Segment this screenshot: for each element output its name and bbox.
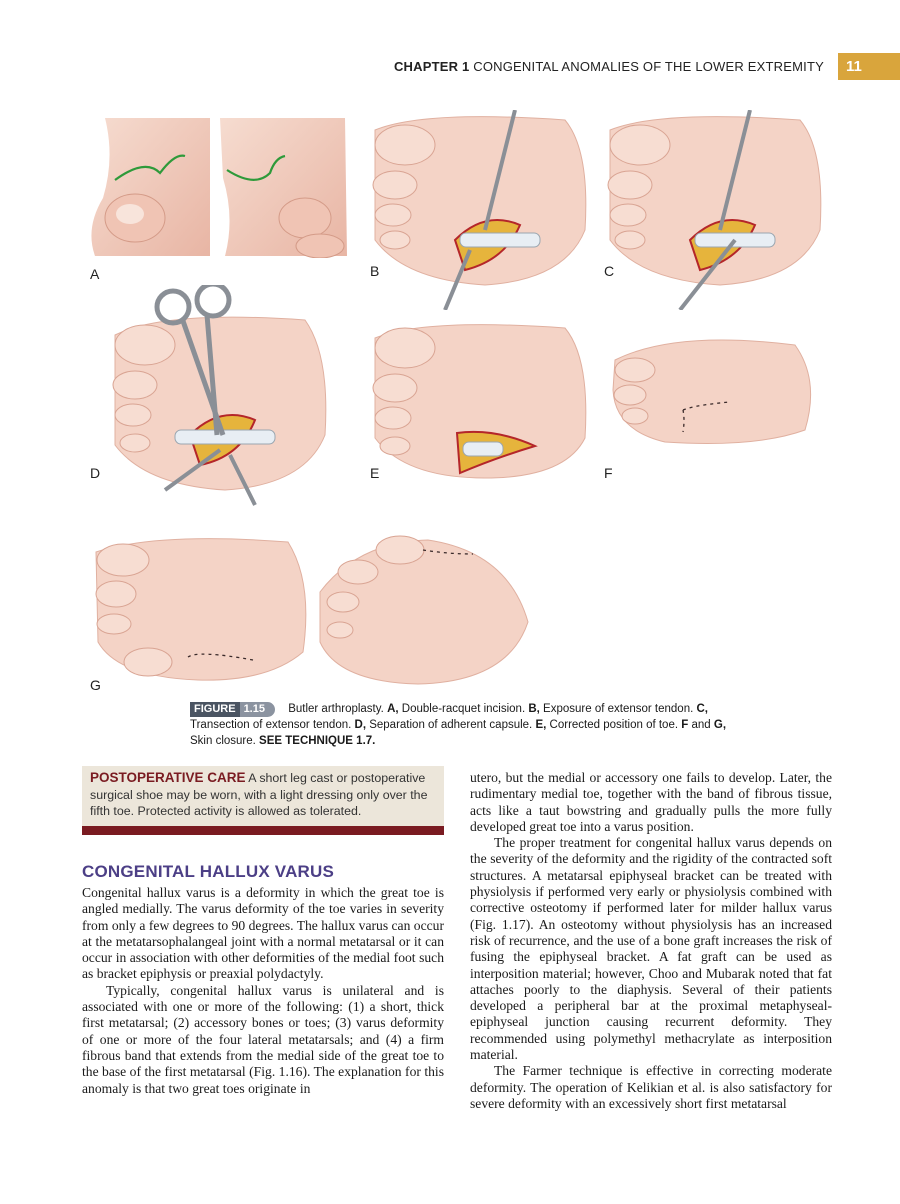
chapter-title: CONGENITAL ANOMALIES OF THE LOWER EXTREMITY: [473, 59, 824, 74]
running-head: [394, 59, 824, 74]
caption-key: E,: [535, 719, 547, 731]
figure-panel-b: [365, 110, 595, 310]
panel-letter-g: G: [90, 677, 101, 693]
postop-care-box: [82, 766, 444, 826]
paragraph: Typically, congenital hallux varus is unilateral and is associated with one or more of the following: (1) a short, thick first metatarsal; (2) accessory bones or toes; (3) varus deformity of one or more of the four lateral metatarsals; and (4) a firm fibrous band that extends from the medial side of the great toe to the base of the first metatarsal (Fig. 1.16). The explanation for this anomaly is that two great toes originate in: [82, 982, 444, 1096]
figure-caption: [190, 701, 750, 749]
postop-title: POSTOPERATIVE CARE: [90, 770, 246, 785]
panel-letter-c: C: [604, 263, 615, 279]
caption-key: D,: [354, 719, 367, 731]
caption-text: and: [691, 719, 711, 731]
figure-label: FIGURE: [190, 702, 240, 717]
panel-letter-d: D: [90, 465, 101, 481]
caption-lead: Butler arthroplasty.: [288, 703, 384, 715]
figure-panel-g: [88, 532, 538, 692]
page-number: 11: [838, 53, 900, 80]
caption-text: Corrected position of toe.: [549, 719, 679, 731]
panel-letter-f: F: [604, 465, 613, 481]
caption-text: Double-racquet incision.: [401, 703, 526, 715]
postop-divider: [82, 826, 444, 835]
paragraph: The proper treatment for congenital hallux varus depends on the severity of the deformity and the rigidity of the contracted soft structures. A metatarsal epiphyseal bracket can be treated with physiolysis if performed very early or physiolysis combined with corrective osteotomy if performed later for milder hallux varus (Fig. 1.17). An osteotomy without physiolysis has an increased risk of recurrence, and the use of a bone graft increases the risk of fusing the epiphyseal bracket. A fat graft can be used as interposition material; however, Choo and Mubarak noted that fat attaches poorly to the diaphysis. Several of their patients developed a peripheral bar at the proximal metaphyseal-epiphyseal junction causing recurrent deformity. They recommended using polymethyl methacrylate as interposition material.: [470, 835, 832, 1063]
panel-letter-b: B: [370, 263, 380, 279]
postop-text: A short leg cast or postoperative surgical shoe may be worn, with a light dressing only over the fifth toe. Protected activity is allowed as tolerated.: [90, 771, 428, 818]
body-column-right: [470, 770, 832, 1112]
caption-key: G,: [713, 719, 727, 731]
figure-panel-f: [605, 330, 820, 450]
panel-letter-e: E: [370, 465, 380, 481]
figure-number: 1.15: [240, 702, 275, 717]
caption-key: F: [681, 719, 689, 731]
figure-panel-d: [105, 285, 335, 510]
body-column-left: [82, 885, 444, 1097]
caption-text: Separation of adherent capsule.: [369, 719, 533, 731]
paragraph: The Farmer technique is effective in correcting moderate deformity. The operation of Kelikian et al. is also satisfactory for severe deformity with an excessively short first metatarsal: [470, 1063, 832, 1111]
caption-key: C,: [696, 703, 708, 715]
caption-key: B,: [528, 703, 540, 715]
see-technique-link: SEE TECHNIQUE 1.7.: [259, 735, 376, 747]
paragraph: utero, but the medial or accessory one fails to develop. Later, the rudimentary medial toe, together with the band of fibrous tissue, acts like a taut bowstring and gradually pulls the more fully developed great toe into a varus position.: [470, 770, 832, 834]
chapter-number: CHAPTER 1: [393, 59, 470, 74]
caption-text: Skin closure.: [190, 735, 256, 747]
caption-text: Exposure of extensor tendon.: [543, 703, 694, 715]
figure-panel-e: [365, 318, 595, 483]
section-title: CONGENITAL HALLUX VARUS: [82, 862, 335, 881]
figure-panel-a: [85, 118, 355, 258]
paragraph: Congenital hallux varus is a deformity in which the great toe is angled medially. The varus deformity of the toe varies in severity from only a few degrees to 90 degrees. The hallux varus can occur at the metatarsophalangeal joint with a normal metatarsal or it can occur in association with other deformities of the medial foot such as bracket epiphysis or preaxial polydactyly.: [82, 885, 444, 982]
caption-key: A,: [387, 703, 399, 715]
panel-letter-a: A: [90, 266, 100, 282]
figure-panel-c: [600, 110, 830, 310]
caption-text: Transection of extensor tendon.: [190, 719, 352, 731]
